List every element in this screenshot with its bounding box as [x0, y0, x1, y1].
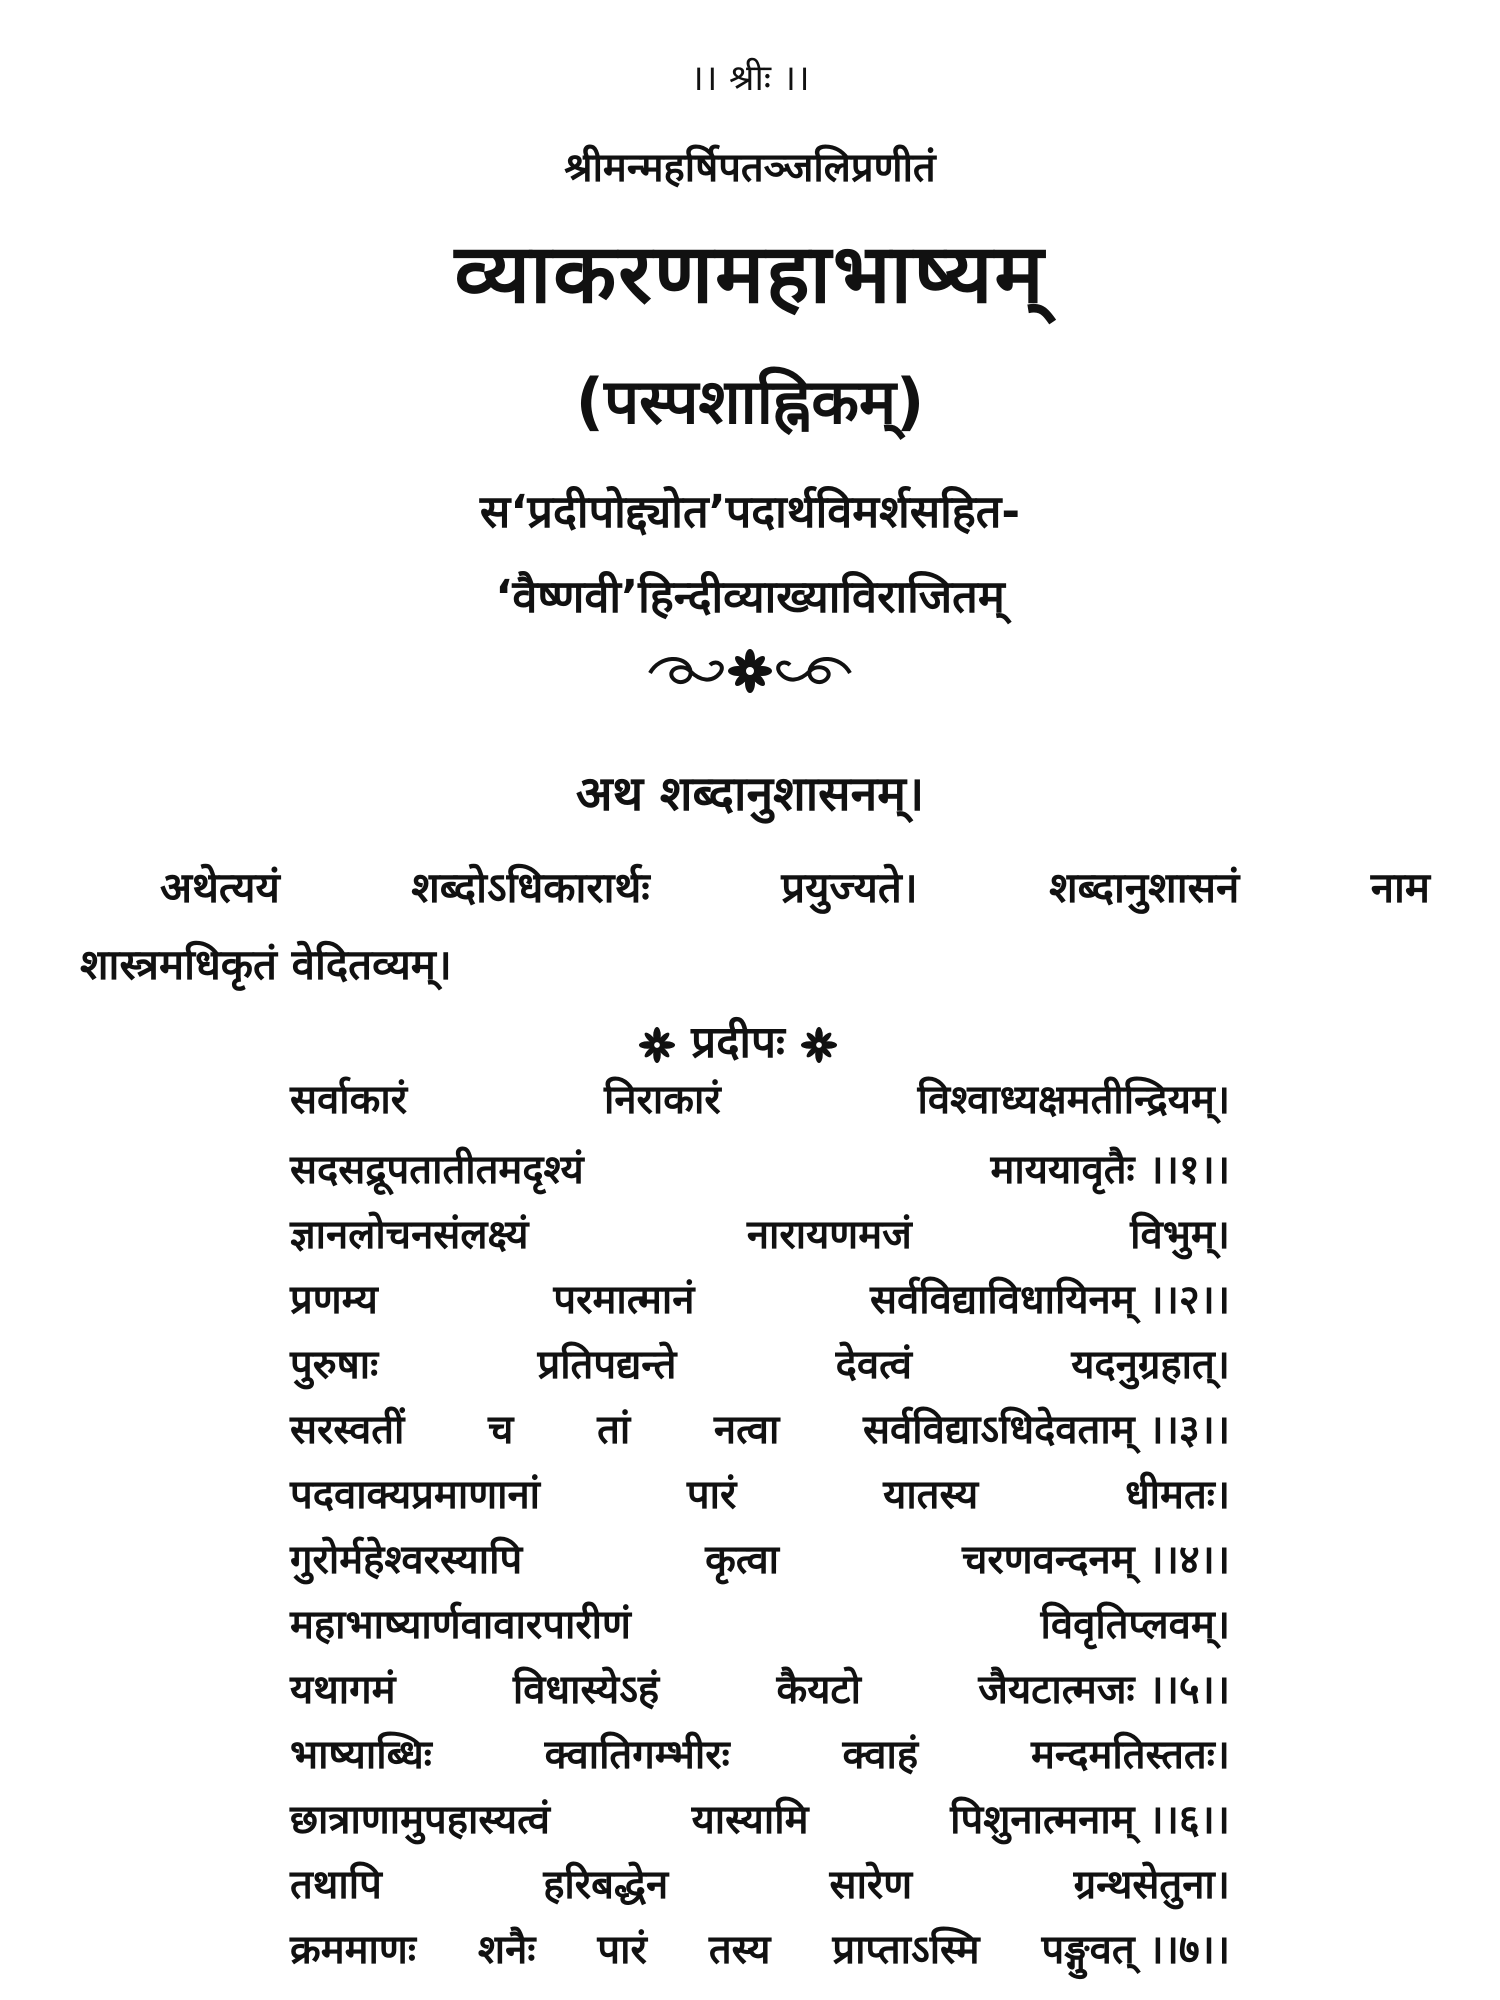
commentary-title: प्रदीपः: [691, 1017, 785, 1068]
verse-word: हरिबद्धेन: [543, 1862, 669, 1908]
verse-word: तस्य: [708, 1927, 771, 1973]
asterisk-flower-icon: [638, 1026, 676, 1064]
verse-word: भाष्याब्धिः: [290, 1732, 432, 1778]
verse-line: [290, 1335, 1230, 1390]
verse-word: विभुम्।: [1130, 1212, 1230, 1258]
word: अथेत्ययं: [160, 863, 280, 912]
verse-line: [290, 1790, 1230, 1845]
verse-word: ग्रन्थसेतुना।: [1073, 1862, 1230, 1908]
verse-word: यातस्य: [883, 1472, 979, 1518]
verse-word: निराकारं: [603, 1077, 721, 1123]
description-line-2: ‘वैष्णवी’हिन्दीव्याख्याविराजितम्: [495, 570, 1005, 623]
verse-word: प्रतिपद्यन्ते: [537, 1342, 677, 1388]
invocation: ।। श्रीः ।।: [690, 58, 810, 99]
verse-word: क्वातिगम्भीरः: [544, 1732, 730, 1778]
verse-word: सर्वाकारं: [290, 1077, 408, 1123]
verse-word: ज्ञानलोचनसंलक्ष्यं: [290, 1212, 529, 1258]
verse-word: देवत्वं: [835, 1342, 912, 1388]
verse-word: पिशुनात्मनाम् ।।६।।: [950, 1797, 1230, 1843]
author-line: श्रीमन्महर्षिपतञ्जलिप्रणीतं: [564, 145, 936, 191]
verse-word: विवृतिप्लवम्।: [1040, 1602, 1230, 1648]
verse-word: चरणवन्दनम् ।।४।।: [961, 1537, 1230, 1583]
verse-line: [290, 1530, 1230, 1585]
word: नाम: [1370, 863, 1431, 912]
verse-word: सारेण: [829, 1862, 913, 1908]
verse-word: च: [488, 1407, 514, 1453]
floral-ornament-icon: [0, 645, 1500, 695]
verse-line: [290, 1725, 1230, 1780]
verse-word: यथागमं: [290, 1667, 396, 1713]
verse-word: गुरोर्महेश्वरस्यापि: [290, 1537, 523, 1583]
verse-word: विश्वाध्यक्षमतीन्द्रियम्।: [917, 1077, 1230, 1123]
verse-line: [290, 1140, 1230, 1195]
verse-word: पारं: [597, 1927, 647, 1973]
verse-word: पारं: [686, 1472, 737, 1518]
word: प्रयुज्यते।: [781, 863, 918, 912]
paragraph-line-2: शास्त्रमधिकृतं वेदितव्यम्।: [80, 940, 452, 989]
verse-word: पङ्गुवत् ।।७।।: [1041, 1927, 1230, 1973]
verse-word: पुरुषाः: [290, 1342, 379, 1388]
verse-word: धीमतः।: [1125, 1472, 1230, 1518]
verse-word: सरस्वतीं: [290, 1407, 405, 1453]
verse-word: तथापि: [290, 1862, 382, 1908]
verse-line: [290, 1855, 1230, 1910]
verse-word: सर्वविद्याऽधिदेवताम् ।।३।।: [862, 1407, 1230, 1453]
verse-word: क्वाहं: [842, 1732, 919, 1778]
verse-word: यास्यामि: [691, 1797, 809, 1843]
verse-word: माययावृतैः ।।१।।: [990, 1147, 1230, 1193]
book-title: व्याकरणमहाभाष्यम्: [454, 227, 1046, 322]
verse-line: [290, 1920, 1230, 1975]
description-line-1: स‘प्रदीपोद्द्योत’पदार्थविमर्शसहित-: [479, 485, 1021, 538]
verse-line: [290, 1595, 1230, 1650]
verse-word: मन्दमतिस्ततः।: [1030, 1732, 1230, 1778]
verse-word: कृत्वा: [705, 1537, 780, 1583]
word: शब्दोऽधिकारार्थः: [411, 863, 650, 912]
verse-word: नत्वा: [713, 1407, 780, 1453]
asterisk-flower-icon: [800, 1026, 838, 1064]
verse-word: सर्वविद्याविधायिनम् ।।२।।: [869, 1277, 1230, 1323]
verse-line: [290, 1205, 1230, 1260]
verse-word: छात्राणामुपहास्यत्वं: [290, 1797, 550, 1843]
verse-word: परमात्मानं: [553, 1277, 695, 1323]
verse-word: तां: [597, 1407, 631, 1453]
verse-line: [290, 1270, 1230, 1325]
book-subtitle: (पस्पशाह्निकम्): [575, 365, 925, 438]
word: शब्दानुशासनं: [1049, 863, 1240, 912]
verse-word: जैयटात्मजः ।।५।।: [978, 1667, 1230, 1713]
section-heading: अथ शब्दानुशासनम्।: [575, 766, 925, 822]
verse-line: [290, 1465, 1230, 1520]
verse-word: यदनुग्रहात्।: [1071, 1342, 1230, 1388]
verse-line: [290, 1070, 1230, 1125]
verse-line: [290, 1400, 1230, 1455]
verse-word: नारायणमजं: [746, 1212, 912, 1258]
verse-word: सदसद्रूपतातीतमदृश्यं: [290, 1147, 584, 1193]
verse-word: प्राप्ताऽस्मि: [832, 1927, 980, 1973]
verse-word: प्रणम्य: [290, 1277, 378, 1323]
verse-line: [290, 1660, 1230, 1715]
verse-word: क्रममाणः: [290, 1927, 416, 1973]
verse-word: महाभाष्यार्णवावारपारीणं: [290, 1602, 631, 1648]
verse-word: पदवाक्यप्रमाणानां: [290, 1472, 541, 1518]
verse-word: कैयटो: [776, 1667, 861, 1713]
paragraph-line-1: [160, 858, 1430, 915]
commentary-heading: [0, 1010, 1488, 1070]
verse-word: शनैः: [477, 1927, 536, 1973]
verse-word: विधास्येऽहं: [512, 1667, 660, 1713]
